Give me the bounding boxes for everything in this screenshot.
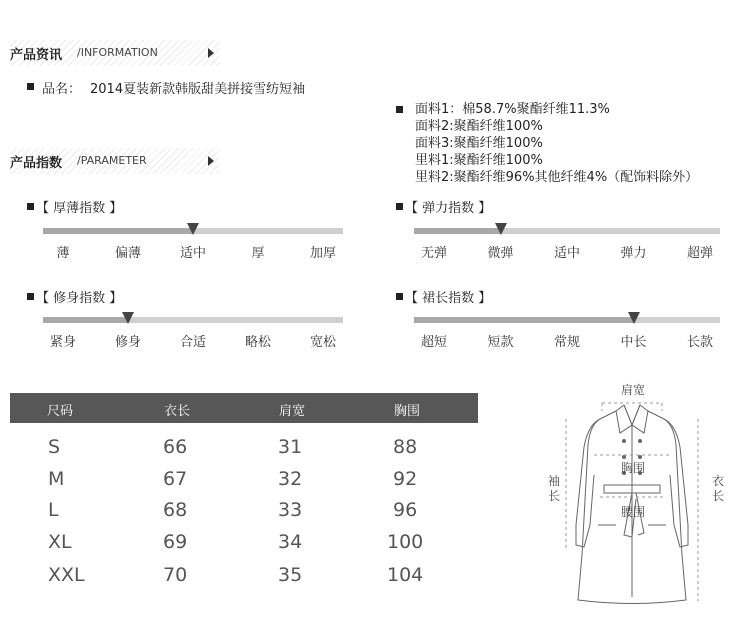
scale-tick-label: 合适 [179, 335, 207, 350]
parameter-subtitle: /PARAMETER [77, 154, 147, 167]
length-cell: 69 [163, 531, 188, 553]
parameter-header [10, 148, 220, 174]
size-header-cell: 尺码 [46, 404, 74, 419]
garment-length-label: 衣长 [711, 474, 724, 503]
scale-bar-fill [43, 228, 193, 234]
material-line: 面料2:聚酯纤维100% [415, 119, 543, 134]
scale-marker-icon [122, 312, 134, 324]
scale-tick-label: 中长 [620, 335, 647, 350]
scale-tick-label: 微弹 [487, 246, 514, 261]
length-index-label: 【 裙长指数 】 [405, 291, 492, 306]
shoulder-cell: 33 [278, 499, 303, 521]
information-title: 产品资讯 [10, 48, 63, 63]
scale-tick-label: 短款 [487, 335, 514, 350]
scale-bar-fill [414, 228, 501, 234]
fit-index-label: 【 修身指数 】 [36, 291, 123, 306]
material-line: 里料1:聚酯纤维100% [415, 153, 543, 168]
chest-label: 胸围 [621, 461, 646, 475]
scale-tick-label: 弹力 [620, 246, 647, 261]
chest-cell: 92 [393, 468, 418, 490]
information-header [10, 40, 220, 66]
size-cell: M [48, 468, 65, 490]
scale-tick-label: 适中 [179, 246, 207, 261]
length-cell: 68 [163, 499, 188, 521]
material-line: 面料3:聚酯纤维100% [415, 136, 543, 151]
parameter-title: 产品指数 [10, 156, 63, 171]
play-arrow-icon [208, 48, 214, 58]
scale-tick-label: 宽松 [309, 335, 337, 350]
bullet-icon [27, 203, 34, 210]
bullet-icon [396, 293, 403, 300]
size-table-header [10, 393, 478, 423]
shoulder-cell: 31 [278, 436, 303, 458]
scale-tick-label: 超弹 [686, 246, 714, 261]
waist-label: 腰围 [621, 505, 646, 519]
shoulder-cell: 32 [278, 468, 303, 490]
product-name-label: 品名： [42, 82, 82, 97]
bullet-icon [27, 293, 34, 300]
length-cell: 67 [163, 468, 188, 490]
scale-tick-label: 超短 [420, 335, 448, 350]
bullet-icon [27, 83, 34, 90]
scale-marker-icon [495, 223, 507, 235]
size-cell: L [48, 499, 59, 521]
scale-tick-label: 加厚 [309, 246, 337, 261]
length-cell: 70 [163, 564, 188, 586]
scale-bar [414, 228, 720, 234]
scale-tick-label: 常规 [553, 335, 581, 350]
bullet-icon [396, 203, 403, 210]
size-header-cell: 胸围 [393, 404, 421, 419]
scale-tick-label: 厚 [251, 246, 265, 261]
size-header-cell: 衣长 [163, 404, 191, 419]
scale-tick-label: 薄 [56, 246, 70, 261]
chest-cell: 104 [387, 564, 424, 586]
bullet-icon [396, 106, 403, 113]
thickness-index-label: 【 厚薄指数 】 [36, 201, 123, 216]
scale-bar [43, 317, 343, 323]
scale-tick-label: 无弹 [420, 246, 448, 261]
size-header-cell: 肩宽 [278, 404, 306, 419]
size-cell: S [48, 436, 61, 458]
scale-bar [414, 317, 720, 323]
material-line: 里料2:聚酯纤维96%其他纤维4%（配饰料除外） [415, 170, 699, 185]
scale-tick-label: 偏薄 [114, 246, 142, 261]
size-cell: XL [48, 531, 72, 553]
scale-bar-fill [43, 317, 128, 323]
scale-tick-label: 修身 [114, 335, 142, 350]
information-subtitle: /INFORMATION [77, 46, 158, 59]
shoulder-cell: 35 [278, 564, 303, 586]
chest-cell: 96 [393, 499, 418, 521]
size-cell: XXL [48, 564, 85, 586]
elasticity-index-label: 【 弹力指数 】 [405, 201, 492, 216]
play-arrow-icon [208, 156, 214, 166]
scale-marker-icon [628, 312, 640, 324]
scale-bar-fill [414, 317, 634, 323]
material-line: 面料1：棉58.7%聚酯纤维11.3% [415, 102, 610, 117]
product-name-value: 2014夏装新款韩版甜美拼接雪纺短袖 [90, 82, 306, 97]
scale-tick-label: 适中 [553, 246, 581, 261]
sleeve-length-label: 袖长 [547, 474, 560, 503]
scale-tick-label: 长款 [686, 335, 714, 350]
shoulder-width-label: 肩宽 [621, 383, 646, 397]
shoulder-cell: 34 [278, 531, 303, 553]
scale-tick-label: 略松 [244, 335, 272, 350]
length-cell: 66 [163, 436, 188, 458]
chest-cell: 88 [393, 436, 418, 458]
chest-cell: 100 [387, 531, 424, 553]
scale-tick-label: 紧身 [49, 335, 77, 350]
scale-marker-icon [187, 223, 199, 235]
